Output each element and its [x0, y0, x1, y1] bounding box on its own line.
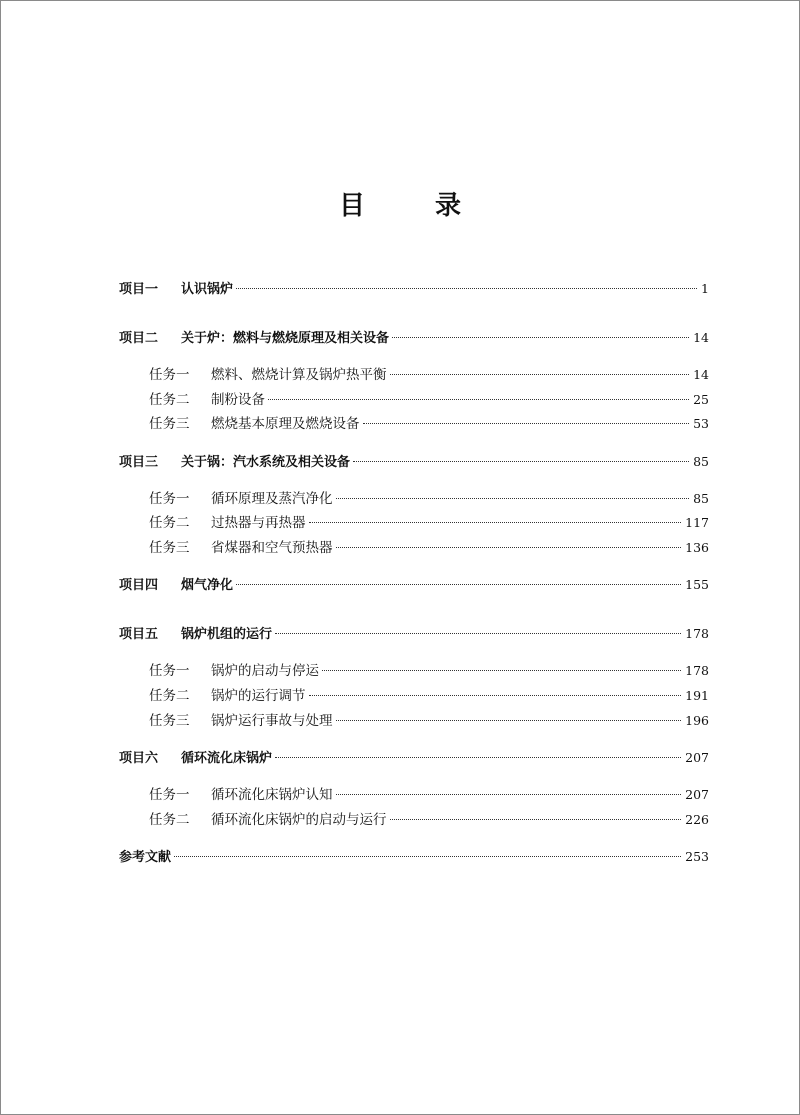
entry-number: 任务二 — [149, 515, 190, 531]
toc-section-entry[interactable] — [119, 514, 709, 532]
dot-leader — [236, 584, 681, 585]
dot-leader — [390, 819, 682, 820]
dot-leader — [392, 337, 689, 338]
toc-section-entry[interactable] — [119, 415, 709, 433]
entry-title: 锅炉运行事故与处理 — [211, 713, 333, 729]
toc-chapter-entry[interactable] — [119, 625, 709, 644]
toc-section-entry[interactable] — [119, 662, 709, 680]
toc-section-entry[interactable] — [119, 687, 709, 705]
page-number: 14 — [693, 367, 709, 382]
page-number: 253 — [685, 849, 709, 864]
entry-title: 烟气净化 — [181, 578, 234, 593]
toc-section-entry[interactable] — [119, 490, 709, 508]
entry-number: 任务二 — [149, 688, 190, 704]
entry-title: 省煤器和空气预热器 — [211, 540, 333, 556]
page-number: 53 — [693, 416, 709, 431]
page-number: 155 — [685, 577, 709, 592]
dot-leader — [275, 633, 681, 634]
dot-leader — [336, 720, 682, 721]
dot-leader — [236, 288, 697, 289]
entry-title: 燃料、燃烧计算及锅炉热平衡 — [211, 367, 387, 383]
entry-title: 锅炉的启动与停运 — [211, 663, 319, 679]
entry-title: 锅炉的运行调节 — [211, 688, 306, 704]
entry-number: 项目一 — [119, 282, 159, 297]
dot-leader — [309, 522, 682, 523]
entry-title: 燃烧基本原理及燃烧设备 — [211, 416, 360, 432]
toc-chapter-entry[interactable] — [119, 576, 709, 595]
toc-chapter-entry[interactable] — [119, 848, 709, 867]
dot-leader — [336, 498, 690, 499]
page-number: 207 — [685, 750, 709, 765]
entry-number: 任务三 — [149, 540, 190, 556]
page-number: 117 — [685, 515, 709, 530]
entry-number: 任务一 — [149, 663, 190, 679]
entry-number: 项目五 — [119, 627, 159, 642]
entry-number: 任务二 — [149, 812, 190, 828]
page-number: 191 — [685, 688, 709, 703]
toc-chapter-entry[interactable] — [119, 329, 709, 348]
page-number: 1 — [701, 281, 709, 296]
entry-title: 循环流化床锅炉 — [181, 751, 273, 766]
toc-section-entry[interactable] — [119, 712, 709, 730]
entry-number: 任务三 — [149, 713, 190, 729]
entry-title: 锅炉机组的运行 — [181, 627, 273, 642]
entry-title: 过热器与再热器 — [211, 515, 306, 531]
entry-number: 项目六 — [119, 751, 159, 766]
entry-number: 项目二 — [119, 331, 159, 346]
page-number: 85 — [693, 454, 709, 469]
toc-section-entry[interactable] — [119, 366, 709, 384]
page-number: 196 — [685, 713, 709, 728]
page-number: 136 — [685, 540, 709, 555]
toc-section-entry[interactable] — [119, 539, 709, 557]
dot-leader — [336, 547, 682, 548]
dot-leader — [309, 695, 682, 696]
dot-leader — [268, 399, 689, 400]
dot-leader — [275, 757, 681, 758]
entry-title: 关于炉：燃料与燃烧原理及相关设备 — [181, 331, 390, 346]
toc-chapter-entry[interactable] — [119, 749, 709, 768]
entry-title: 认识锅炉 — [181, 282, 234, 297]
entry-title: 循环原理及蒸汽净化 — [211, 491, 333, 507]
entry-number: 任务一 — [149, 491, 190, 507]
page-number: 178 — [685, 663, 709, 678]
toc-section-entry[interactable] — [119, 391, 709, 409]
dot-leader — [174, 856, 681, 857]
dot-leader — [390, 374, 690, 375]
dot-leader — [322, 670, 681, 671]
dot-leader — [353, 461, 689, 462]
page-number: 178 — [685, 626, 709, 641]
entry-number: 任务一 — [149, 367, 190, 383]
page-number: 85 — [693, 491, 709, 506]
page-number: 226 — [685, 812, 709, 827]
entry-title: 循环流化床锅炉的启动与运行 — [211, 812, 387, 828]
entry-title: 关于锅：汽水系统及相关设备 — [181, 455, 351, 470]
entry-title: 制粉设备 — [211, 392, 265, 408]
entry-number: 项目三 — [119, 455, 159, 470]
page-number: 25 — [693, 392, 709, 407]
dot-leader — [363, 423, 690, 424]
toc-section-entry[interactable] — [119, 811, 709, 829]
entry-number: 项目四 — [119, 578, 159, 593]
entry-title: 循环流化床锅炉认知 — [211, 787, 333, 803]
entry-number: 任务二 — [149, 392, 190, 408]
entry-number: 任务一 — [149, 787, 190, 803]
entry-title: 参考文献 — [119, 850, 172, 865]
page-number: 14 — [693, 330, 709, 345]
dot-leader — [336, 794, 682, 795]
toc-chapter-entry[interactable] — [119, 453, 709, 472]
toc-section-entry[interactable] — [119, 786, 709, 804]
page-number: 207 — [685, 787, 709, 802]
page-title: 目 录 — [338, 191, 483, 221]
entry-number: 任务三 — [149, 416, 190, 432]
toc-chapter-entry[interactable] — [119, 280, 709, 299]
